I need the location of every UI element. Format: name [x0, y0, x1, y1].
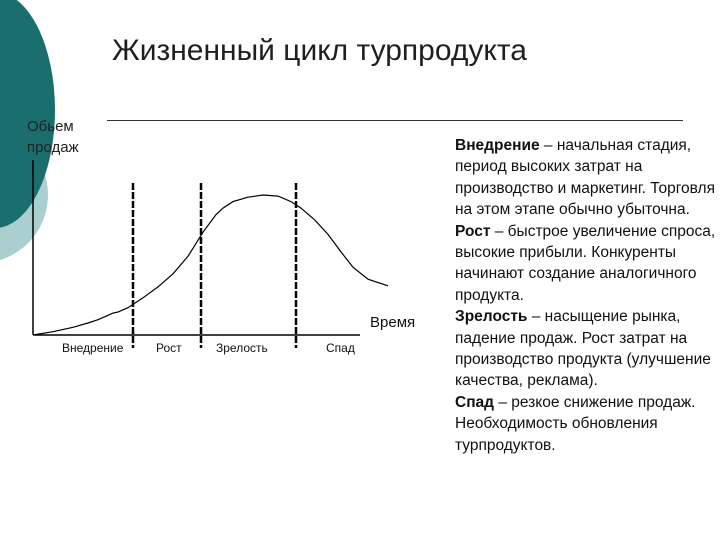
y-axis-label-line: продаж — [27, 139, 79, 156]
stage-definition: – резкое снижение продаж. Необходимость обновления турпродуктов. — [455, 393, 696, 454]
stage-label: Зрелость — [216, 341, 268, 355]
stage-definition: – насыщение рынка, падение продаж. Рост затрат на производство продукта (улучшение качества, реклама). — [455, 308, 711, 390]
stage-label: Внедрение — [62, 341, 124, 355]
stage-description — [455, 221, 717, 307]
stage-label: Рост — [156, 341, 182, 355]
stage-definition: – быстрое увеличение спроса, высокие прибыли. Конкуренты начинают создание аналогичного продукта. — [455, 222, 716, 304]
stage-descriptions — [455, 135, 717, 456]
stage-term: Спад — [455, 393, 495, 411]
x-axis-label: Время — [370, 314, 416, 331]
stage-definition: – начальная стадия, период высоких затрат на производство и маркетинг. Торговля на этом этапе обычно убыточна. — [455, 137, 715, 219]
slide-title: Жизненный цикл турпродукта — [112, 34, 527, 67]
stage-label: Спад — [326, 341, 355, 355]
stage-description — [455, 392, 717, 456]
stage-term: Внедрение — [455, 137, 540, 154]
y-axis-label-line: Обьем — [27, 118, 74, 135]
stage-term: Зрелость — [455, 308, 528, 326]
stage-description — [455, 306, 717, 392]
stage-term: Рост — [455, 222, 491, 240]
stage-description — [455, 135, 717, 221]
sales-curve — [33, 195, 388, 335]
